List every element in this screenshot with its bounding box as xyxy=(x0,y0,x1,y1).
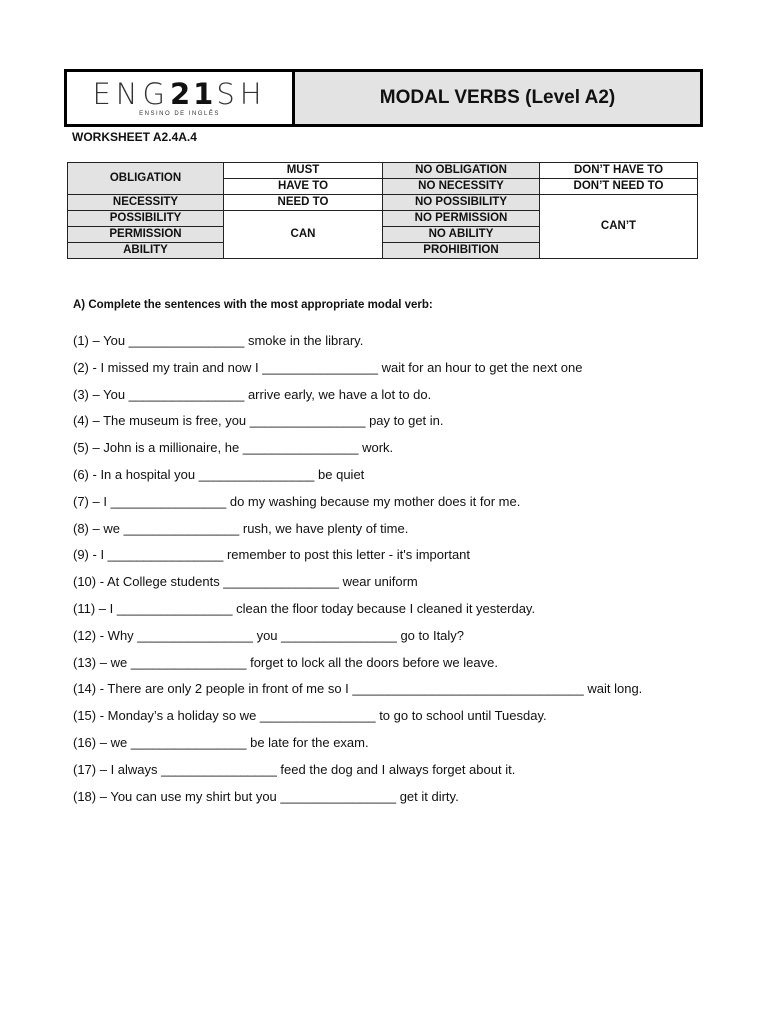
sentence-item: (15) - Monday’s a holiday so we ________________ to go to school until Tuesday. xyxy=(73,708,547,724)
logo-text-accent: 21 xyxy=(169,77,217,111)
sentence-item: (7) – I ________________ do my washing because my mother does it for me. xyxy=(73,493,521,509)
sentence-list xyxy=(73,332,642,814)
cell-no-necessity: NO NECESSITY xyxy=(383,179,540,195)
cell-no-obligation: NO OBLIGATION xyxy=(383,163,540,179)
sentence-item: (12) - Why ________________ you ________________ go to Italy? xyxy=(73,627,465,643)
sentence-item: (10) - At College students ________________ wear uniform xyxy=(73,574,418,590)
exercise-instruction: A) Complete the sentences with the most appropriate modal verb: xyxy=(73,299,433,311)
worksheet-header xyxy=(64,69,703,127)
logo xyxy=(67,72,295,124)
sentence-item: (16) – we ________________ be late for the exam. xyxy=(73,734,369,750)
sentence-item: (17) – I always ________________ feed the dog and I always forget about it. xyxy=(73,761,516,777)
sentence-item: (18) – You can use my shirt but you ________________ get it dirty. xyxy=(73,788,459,804)
cell-can: CAN xyxy=(224,211,383,259)
cell-no-possibility: NO POSSIBILITY xyxy=(383,195,540,211)
sentence-item: (13) – we ________________ forget to lock all the doors before we leave. xyxy=(73,654,498,670)
sentence-item: (5) – John is a millionaire, he ________________ work. xyxy=(73,440,394,456)
sentence-item: (3) – You ________________ arrive early, we have a lot to do. xyxy=(73,386,432,402)
sentence-item: (11) – I ________________ clean the floor today because I cleaned it yesterday. xyxy=(73,600,536,616)
cell-cant: CAN’T xyxy=(540,195,698,259)
cell-necessity: NECESSITY xyxy=(68,195,224,211)
cell-ability: ABILITY xyxy=(68,243,224,259)
cell-permission: PERMISSION xyxy=(68,227,224,243)
logo-text-end: SH xyxy=(216,77,267,111)
title-box xyxy=(295,72,700,124)
sentence-item: (4) – The museum is free, you ________________ pay to get in. xyxy=(73,413,444,429)
cell-have-to: HAVE TO xyxy=(224,179,383,195)
sentence-item: (14) - There are only 2 people in front of me so I ________________________________ wait long. xyxy=(73,681,643,697)
page-title: MODAL VERBS (Level A2) xyxy=(379,87,616,108)
worksheet-code: WORKSHEET A2.4A.4 xyxy=(72,130,197,144)
cell-no-ability: NO ABILITY xyxy=(383,227,540,243)
logo-subtitle: ENSINO DE INGLÊS xyxy=(139,111,220,117)
modal-verbs-table xyxy=(67,162,698,259)
cell-no-permission: NO PERMISSION xyxy=(383,211,540,227)
cell-obligation: OBLIGATION xyxy=(68,163,224,195)
cell-need-to: NEED TO xyxy=(224,195,383,211)
sentence-item: (9) - I ________________ remember to post this letter - it's important xyxy=(73,547,471,563)
logo-text-start: ENG xyxy=(92,77,170,111)
logo-wordmark xyxy=(92,79,266,109)
sentence-item: (1) – You ________________ smoke in the library. xyxy=(73,333,364,348)
cell-possibility: POSSIBILITY xyxy=(68,211,224,227)
cell-dont-need-to: DON’T NEED TO xyxy=(540,179,698,195)
sentence-item: (6) - In a hospital you ________________ be quiet xyxy=(73,466,365,482)
cell-prohibition: PROHIBITION xyxy=(383,243,540,259)
sentence-item: (8) – we ________________ rush, we have plenty of time. xyxy=(73,520,409,536)
cell-must: MUST xyxy=(224,163,383,179)
cell-dont-have-to: DON’T HAVE TO xyxy=(540,163,698,179)
sentence-item: (2) - I missed my train and now I ________________ wait for an hour to get the next one xyxy=(73,359,583,375)
